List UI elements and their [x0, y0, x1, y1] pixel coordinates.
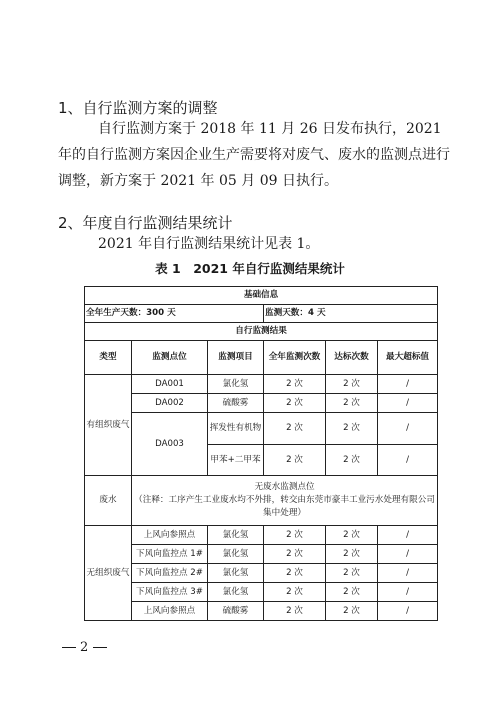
cell-times: 2 次 — [264, 564, 326, 583]
cell-compliant: 2 次 — [326, 526, 378, 545]
cell-compliant: 2 次 — [326, 445, 378, 476]
table-row — [85, 602, 438, 621]
table-row — [85, 545, 438, 564]
page-number-text: 2 — [80, 640, 90, 655]
cell-point: 上风向参照点 — [132, 602, 208, 621]
col-header-type: 类型 — [85, 341, 132, 375]
cell-times: 2 次 — [264, 394, 326, 413]
cell-max: / — [378, 564, 438, 583]
section1-heading: 1、自行监测方案的调整 — [58, 99, 218, 117]
cell-point: 下风向监控点 2# — [132, 564, 208, 583]
cell-compliant: 2 次 — [326, 394, 378, 413]
cell-compliant: 2 次 — [326, 583, 378, 602]
cell-item: 氯化氢 — [208, 583, 264, 602]
section2-intro — [58, 231, 460, 257]
cell-point: 下风向监控点 3# — [132, 583, 208, 602]
cell-point: 下风向监控点 1# — [132, 545, 208, 564]
dash-left — [62, 647, 76, 648]
type-wastewater: 废水 — [85, 476, 132, 526]
cell-max: / — [378, 583, 438, 602]
table-row — [85, 413, 438, 445]
table-row — [85, 394, 438, 413]
cell-times: 2 次 — [264, 602, 326, 621]
cell-item: 氯化氢 — [208, 526, 264, 545]
col-header-compliant-times: 达标次数 — [326, 341, 378, 375]
cell-max: / — [378, 545, 438, 564]
cell-compliant: 2 次 — [326, 602, 378, 621]
cell-item: 甲苯+二甲苯 — [208, 445, 264, 476]
cell-times: 2 次 — [264, 583, 326, 602]
cell-point: 上风向参照点 — [132, 526, 208, 545]
col-header-point: 监测点位 — [132, 341, 208, 375]
dash-right — [93, 647, 107, 648]
cell-max: / — [378, 375, 438, 394]
cell-point: DA002 — [132, 394, 208, 413]
cell-item: 氯化氢 — [208, 545, 264, 564]
production-days: 全年生产天数：300 天 — [85, 305, 264, 323]
cell-point: DA001 — [132, 375, 208, 394]
cell-max: / — [378, 394, 438, 413]
cell-max: / — [378, 526, 438, 545]
col-header-annual-times: 全年监测次数 — [264, 341, 326, 375]
results-table — [84, 286, 438, 621]
cell-compliant: 2 次 — [326, 545, 378, 564]
basic-info-header: 基础信息 — [85, 287, 438, 305]
wastewater-note — [132, 476, 438, 526]
table-row — [85, 526, 438, 545]
wastewater-line2: （注释：工序产生工业废水均不外排，转交由东莞市豪丰工业污水处理有限公司集中处理） — [134, 495, 435, 518]
cell-item: 氯化氢 — [208, 375, 264, 394]
cell-times: 2 次 — [264, 526, 326, 545]
results-header: 自行监测结果 — [85, 323, 438, 341]
table-row — [85, 375, 438, 394]
cell-max: / — [378, 445, 438, 476]
cell-times: 2 次 — [264, 375, 326, 394]
cell-item: 挥发性有机物 — [208, 413, 264, 445]
cell-compliant: 2 次 — [326, 564, 378, 583]
cell-item: 硫酸雾 — [208, 394, 264, 413]
cell-compliant: 2 次 — [326, 375, 378, 394]
table-row — [85, 476, 438, 526]
type-unorganized-gas: 无组织废气 — [85, 526, 132, 621]
cell-item: 硫酸雾 — [208, 602, 264, 621]
wastewater-line1: 无废水监测点位 — [254, 482, 315, 492]
cell-times: 2 次 — [264, 445, 326, 476]
section2-heading: 2、年度自行监测结果统计 — [58, 214, 233, 232]
type-organized-gas: 有组织废气 — [85, 375, 132, 476]
page-number — [58, 640, 111, 655]
cell-times: 2 次 — [264, 545, 326, 564]
col-header-max-exceed: 最大超标值 — [378, 341, 438, 375]
cell-times: 2 次 — [264, 413, 326, 445]
section1-paragraph-text: 自行监测方案于 2018 年 11 月 26 日发布执行，2021 年的自行监测方案因企业生产需要将对废气、废水的监测点进行调整，新方案于 2021 年 05 月 09 日执行。 — [58, 121, 450, 189]
cell-item: 氯化氢 — [208, 564, 264, 583]
cell-max: / — [378, 602, 438, 621]
cell-compliant: 2 次 — [326, 413, 378, 445]
table-row — [85, 583, 438, 602]
table-caption: 表 1 2021 年自行监测结果统计 — [155, 261, 345, 276]
col-header-item: 监测项目 — [208, 341, 264, 375]
section1-paragraph — [58, 116, 460, 194]
cell-max: / — [378, 413, 438, 445]
section2-intro-text: 2021 年自行监测结果统计见表 1。 — [98, 236, 320, 252]
cell-point: DA003 — [132, 413, 208, 476]
table-row — [85, 564, 438, 583]
monitoring-days: 监测天数：4 天 — [264, 305, 438, 323]
